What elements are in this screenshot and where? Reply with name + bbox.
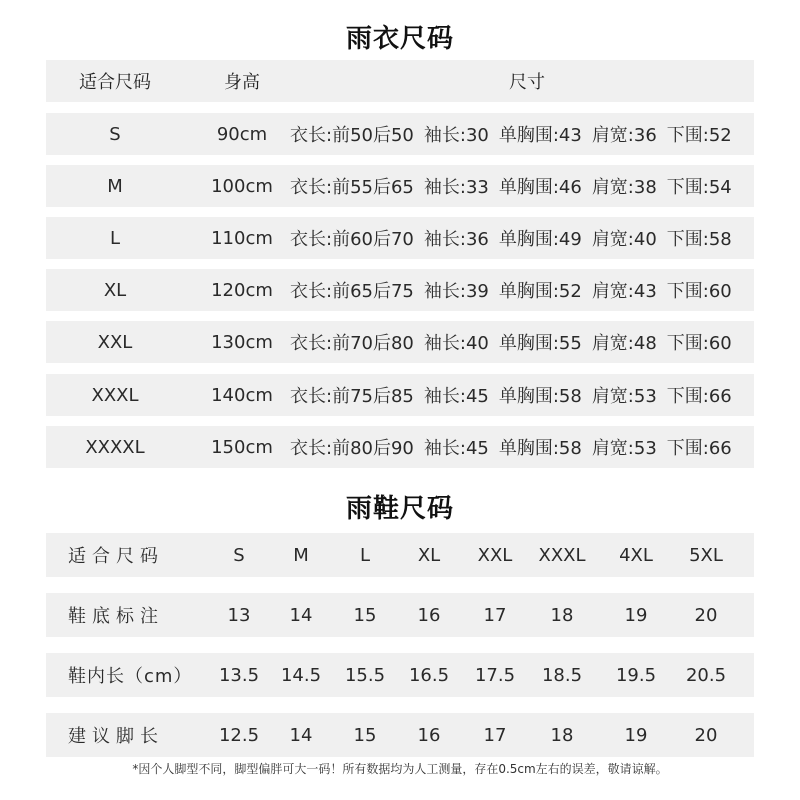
- shoe-size-value: L: [359, 544, 371, 566]
- shoe-row-label: 适合尺码: [68, 546, 164, 567]
- shoulder-value: 肩宽:53: [591, 386, 657, 407]
- shoe-size-value: XXXL: [538, 544, 586, 566]
- height-cell: 110cm: [211, 227, 273, 249]
- size-cell: XXXXL: [85, 436, 145, 458]
- shoe-size-value: 20: [694, 604, 718, 626]
- shoe-size-value: 16: [417, 604, 441, 626]
- sleeve-value: 袖长:36: [423, 229, 489, 250]
- chest-value: 单胸围:58: [498, 438, 582, 459]
- length-value: 衣长:前65后75: [290, 281, 414, 302]
- shoe-size-value: 17.5: [474, 664, 516, 686]
- sleeve-value: 袖长:45: [423, 438, 489, 459]
- shoe-size-value: XXL: [477, 544, 513, 566]
- shoe-size-value: 13.5: [218, 664, 260, 686]
- shoe-size-row: [46, 653, 754, 697]
- header-size: 适合尺码: [79, 72, 151, 93]
- shoe-size-value: 14: [289, 604, 313, 626]
- dims-cell: [290, 321, 754, 363]
- height-cell: 150cm: [211, 436, 273, 458]
- dims-cell: [290, 165, 754, 207]
- chest-value: 单胸围:49: [498, 229, 582, 250]
- shoe-size-value: 15: [353, 724, 377, 746]
- size-cell: S: [109, 123, 121, 145]
- footnote: *因个人脚型不同，脚型偏胖可大一码！所有数据均为人工测量，存在0.5cm左右的误差，敬请谅解。: [132, 762, 668, 776]
- size-cell: XXL: [97, 331, 133, 353]
- shoe-size-value: 17: [483, 724, 507, 746]
- raincoat-size-row: [46, 113, 754, 155]
- shoe-size-value: 18.5: [541, 664, 583, 686]
- shoe-size-value: 18: [550, 604, 574, 626]
- height-cell: 100cm: [211, 175, 273, 197]
- shoulder-value: 肩宽:53: [591, 438, 657, 459]
- shoulder-value: 肩宽:36: [591, 125, 657, 146]
- dims-cell: [290, 269, 754, 311]
- shoe-size-row: [46, 713, 754, 757]
- shoe-size-value: 12.5: [218, 724, 260, 746]
- shoe-row-label: 鞋内长（cm）: [68, 666, 193, 687]
- shoe-size-value: 16: [417, 724, 441, 746]
- shoe-size-value: 14: [289, 724, 313, 746]
- shoe-size-value: 20: [694, 724, 718, 746]
- height-cell: 130cm: [211, 331, 273, 353]
- chest-value: 单胸围:58: [498, 386, 582, 407]
- length-value: 衣长:前60后70: [290, 229, 414, 250]
- sleeve-value: 袖长:33: [423, 177, 489, 198]
- hem-value: 下围:60: [666, 281, 732, 302]
- shoe-size-value: 19: [624, 604, 648, 626]
- sleeve-value: 袖长:30: [423, 125, 489, 146]
- dims-cell: [290, 374, 754, 416]
- hem-value: 下围:66: [666, 438, 732, 459]
- shoulder-value: 肩宽:40: [591, 229, 657, 250]
- shoe-size-value: XL: [417, 544, 441, 566]
- header-height: 身高: [224, 72, 260, 93]
- chest-value: 单胸围:52: [498, 281, 582, 302]
- length-value: 衣长:前70后80: [290, 333, 414, 354]
- shoe-size-value: 14.5: [280, 664, 322, 686]
- shoe-size-row: [46, 533, 754, 577]
- shoe-row-label: 鞋底标注: [68, 606, 164, 627]
- rainshoes-title: 雨鞋尺码: [345, 494, 454, 524]
- shoe-size-value: 19: [624, 724, 648, 746]
- size-cell: L: [109, 227, 121, 249]
- length-value: 衣长:前80后90: [290, 438, 414, 459]
- shoe-size-value: 13: [227, 604, 251, 626]
- raincoat-size-row: [46, 426, 754, 468]
- shoe-size-value: M: [293, 544, 309, 566]
- size-cell: XL: [103, 279, 127, 301]
- height-cell: 90cm: [216, 123, 268, 145]
- size-cell: M: [107, 175, 123, 197]
- dims-cell: [290, 426, 754, 468]
- raincoat-size-row: [46, 321, 754, 363]
- raincoat-size-row: [46, 165, 754, 207]
- shoe-size-value: S: [233, 544, 245, 566]
- sleeve-value: 袖长:45: [423, 386, 489, 407]
- shoulder-value: 肩宽:48: [591, 333, 657, 354]
- shoe-size-value: 4XL: [619, 544, 653, 566]
- sleeve-value: 袖长:40: [423, 333, 489, 354]
- raincoat-header-row: [46, 60, 754, 102]
- shoulder-value: 肩宽:43: [591, 281, 657, 302]
- chest-value: 单胸围:55: [498, 333, 582, 354]
- hem-value: 下围:52: [666, 125, 732, 146]
- hem-value: 下围:60: [666, 333, 732, 354]
- shoe-size-value: 19.5: [615, 664, 657, 686]
- hem-value: 下围:54: [666, 177, 732, 198]
- sleeve-value: 袖长:39: [423, 281, 489, 302]
- dims-cell: [290, 113, 754, 155]
- shoe-size-value: 15: [353, 604, 377, 626]
- shoe-size-row: [46, 593, 754, 637]
- raincoat-size-row: [46, 217, 754, 259]
- size-cell: XXXL: [91, 384, 139, 406]
- hem-value: 下围:66: [666, 386, 732, 407]
- shoulder-value: 肩宽:38: [591, 177, 657, 198]
- chest-value: 单胸围:46: [498, 177, 582, 198]
- shoe-size-value: 18: [550, 724, 574, 746]
- height-cell: 120cm: [211, 279, 273, 301]
- chest-value: 单胸围:43: [498, 125, 582, 146]
- shoe-row-label: 建议脚长: [68, 726, 164, 747]
- height-cell: 140cm: [211, 384, 273, 406]
- shoe-size-value: 5XL: [689, 544, 723, 566]
- length-value: 衣长:前75后85: [290, 386, 414, 407]
- header-dims: 尺寸: [509, 72, 545, 93]
- raincoat-size-row: [46, 269, 754, 311]
- raincoat-title: 雨衣尺码: [345, 24, 454, 54]
- shoe-size-value: 15.5: [344, 664, 386, 686]
- shoe-size-value: 20.5: [685, 664, 727, 686]
- dims-cell: [290, 217, 754, 259]
- raincoat-size-row: [46, 374, 754, 416]
- length-value: 衣长:前55后65: [290, 177, 414, 198]
- hem-value: 下围:58: [666, 229, 732, 250]
- shoe-size-value: 17: [483, 604, 507, 626]
- length-value: 衣长:前50后50: [290, 125, 414, 146]
- shoe-size-value: 16.5: [408, 664, 450, 686]
